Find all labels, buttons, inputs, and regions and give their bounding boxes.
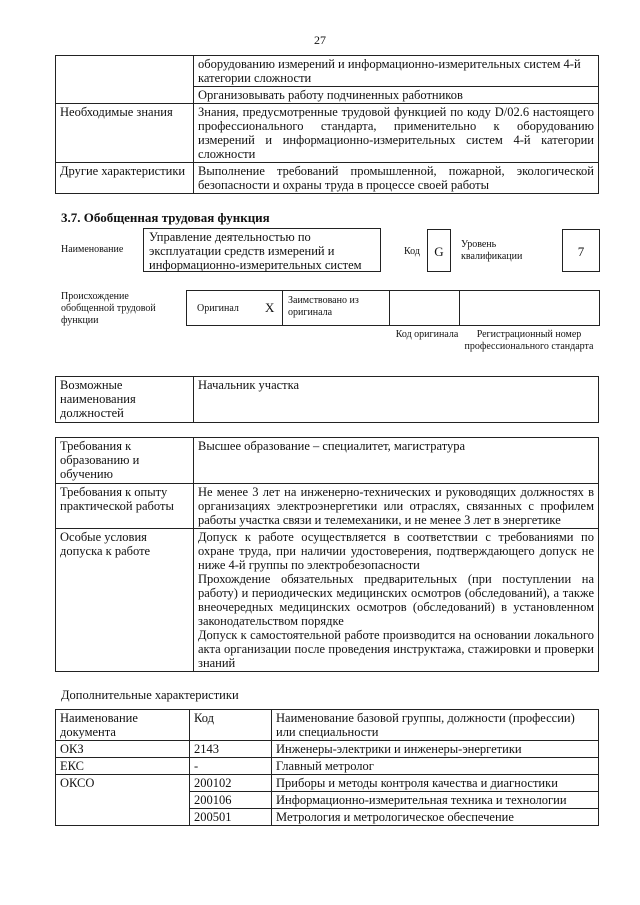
- name-cell: Приборы и методы контроля качества и диагностики: [272, 775, 599, 792]
- req-value: [194, 529, 599, 672]
- row-value: Знания, предусмотренные трудовой функцией по коду D/02.6 настоящего профессионального стандарта, применительно к оборудованию измерений и информационно-измерительных систем 4-й категории сложности: [194, 104, 599, 163]
- positions-label: Возможные наименования должностей: [56, 377, 194, 423]
- row-value: Выполнение требований промышленной, пожарной, экологической безопасности и охраны труда в процессе своей работы: [194, 163, 599, 194]
- req-value: Высшее образование – специалитет, магистратура: [194, 438, 599, 484]
- header-doc: Наименование документа: [56, 710, 190, 741]
- original-label: Оригинал: [197, 303, 239, 314]
- origin-label: Происхождение обобщенной трудовой функции: [61, 291, 156, 326]
- code-caption: Код оригинала: [395, 329, 459, 340]
- top-table: [55, 55, 599, 194]
- table-row: [56, 163, 599, 194]
- doc-cell: ОКСО: [56, 775, 190, 826]
- req-paragraph: Допуск к самостоятельной работе производится на основании локального акта организации после проведения инструктажа, стажировки и проверки знаний: [198, 628, 594, 670]
- row-value: оборудованию измерений и информационно-измерительных систем 4-й категории сложности: [194, 56, 599, 87]
- req-paragraph: Прохождение обязательных предварительных (при поступлении на работу) и периодических медицинских осмотров (обследований), а также внеочередных медицинских осмотров (обследований) в установленном законодательством порядке: [198, 572, 594, 628]
- positions-table: [55, 376, 599, 423]
- section-title: 3.7. Обобщенная трудовая функция: [61, 210, 270, 225]
- code-cell: 200102: [190, 775, 272, 792]
- row-value: Организовывать работу подчиненных работников: [194, 87, 599, 104]
- positions-value: Начальник участка: [194, 377, 599, 423]
- gtf-name-value: Управление деятельностью по эксплуатации средств измерений и информационно-измерительных систем: [143, 228, 381, 272]
- additional-table: [55, 709, 599, 826]
- table-row: [56, 377, 599, 423]
- code-cell: 200501: [190, 809, 272, 826]
- additional-title: Дополнительные характеристики: [61, 688, 239, 702]
- doc-cell: ОКЗ: [56, 741, 190, 758]
- row-label: Другие характеристики: [56, 163, 194, 194]
- req-label: Особые условия допуска к работе: [56, 529, 194, 672]
- req-label: Требования к опыту практической работы: [56, 484, 194, 529]
- borrowed-label: Заимствовано из оригинала: [288, 295, 359, 318]
- code-cell: 2143: [190, 741, 272, 758]
- original-mark: X: [265, 300, 275, 315]
- row-label: [56, 56, 194, 104]
- name-label: Наименование: [61, 244, 124, 255]
- req-label: Требования к образованию и обучению: [56, 438, 194, 484]
- table-row: [56, 758, 599, 775]
- table-row: [56, 775, 599, 792]
- table-header-row: [56, 710, 599, 741]
- table-row: [56, 484, 599, 529]
- table-row: [56, 529, 599, 672]
- row-label: Необходимые знания: [56, 104, 194, 163]
- header-name: Наименование базовой группы, должности (профессии) или специальности: [272, 710, 599, 741]
- name-cell: Инженеры-электрики и инженеры-энергетики: [272, 741, 599, 758]
- table-row: [56, 104, 599, 163]
- requirements-table: [55, 437, 599, 672]
- divider: [282, 290, 283, 326]
- level-label: Уровень квалификации: [461, 239, 523, 262]
- gtf-level-value: 7: [562, 229, 600, 272]
- code-cell: 200106: [190, 792, 272, 809]
- page-number: 27: [314, 33, 326, 47]
- divider: [389, 290, 390, 326]
- code-cell: -: [190, 758, 272, 775]
- req-value: Не менее 3 лет на инженерно-технических и руководящих должностях в организациях электроэнергетики или отраслях, связанных с профилем работы участка связи и телемеханики, и не менее 3 лет в энергетике: [194, 484, 599, 529]
- name-cell: Главный метролог: [272, 758, 599, 775]
- reg-caption: Регистрационный номер профессионального стандарта: [464, 329, 594, 352]
- origin-box: [186, 290, 600, 326]
- divider: [459, 290, 460, 326]
- table-row: [56, 56, 599, 87]
- table-row: [56, 438, 599, 484]
- code-label: Код: [404, 246, 420, 257]
- name-cell: Метрология и метрологическое обеспечение: [272, 809, 599, 826]
- gtf-code-value: G: [427, 229, 451, 272]
- doc-cell: ЕКС: [56, 758, 190, 775]
- table-row: [56, 741, 599, 758]
- req-paragraph: Допуск к работе осуществляется в соответствии с требованиями по охране труда, при наличии удостоверения, подтверждающего допуск не ниже 4-й группы по электробезопасности: [198, 530, 594, 572]
- header-code: Код: [190, 710, 272, 741]
- name-cell: Информационно-измерительная техника и технологии: [272, 792, 599, 809]
